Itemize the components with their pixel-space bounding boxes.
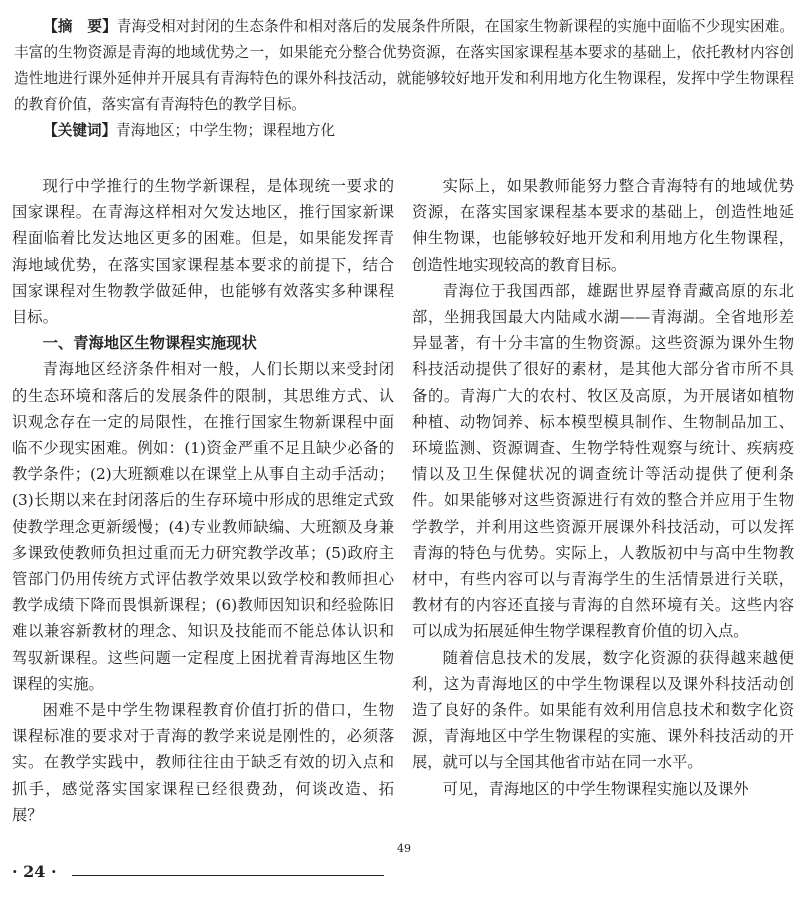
page-footer (12, 862, 392, 886)
left-column (12, 173, 394, 828)
right-paragraph-3: 随着信息技术的发展，数字化资源的获得越来越便利，这为青海地区的中学生物课程以及课外科技活动创造了良好的条件。如果能有效利用信息技术和数字化资源，青海地区中学生物课程的实施、课外科技活动的开展，就可以与全国其他省市站在同一水平。 (412, 648, 794, 772)
page-number: · 24 · (12, 862, 57, 881)
section-heading: 一、青海地区生物课程实施现状 (42, 334, 257, 353)
right-paragraph-2: 青海位于我国西部，雄踞世界屋脊青藏高原的东北部，坐拥我国最大内陆咸水湖——青海湖。全省地形差异显著，有十分丰富的生物资源。这些资源为课外生物科技活动提供了很好的素材，是其他大部分省市所不具备的。青海广大的农村、牧区及高原，为开展诸如植物种植、动物饲养、标本模型模具制作、生物制品加工、环境监测、资源调查、生物学特性观察与统计、疾病疫情以及卫生保健状况的调查统计等活动提供了便利条件。如果能够对这些资源进行有效的整合并应用于生物学教学，并利用这些资源开展课外科技活动，可以发挥青海的特色与优势。实际上，人教版初中与高中生物教材中，有些内容可以与青海学生的生活情景进行关联，教材有的内容还直接与青海的自然环境有关。这些内容可以成为拓展延伸生物学课程教育价值的切入点。 (412, 281, 794, 641)
abstract-text: 青海受相对封闭的生态条件和相对落后的发展条件所限，在国家生物新课程的实施中面临不少现实困难。丰富的生物资源是青海的地域优势之一，如果能充分整合优势资源，在落实国家课程基本要求的基础上，依托教材内容创造性地进行课外延伸并开展具有青海特色的课外科技活动，就能够较好地开发和利用地方化生物课程，发挥中学生物课程的教育价值，落实富有青海特色的教学目标。 (14, 18, 794, 113)
keywords-text: 青海地区；中学生物；课程地方化 (116, 122, 336, 139)
left-paragraph-3: 困难不是中学生物课程教育价值打折的借口，生物课程标准的要求对于青海的教学来说是刚性的，必须落实。在教学实践中，教师往往由于缺乏有效的切入点和抓手，感觉落实国家课程已经很费劲，何谈改造、拓展？ (12, 701, 394, 824)
abstract (14, 14, 794, 118)
footer-rule (72, 875, 384, 876)
right-paragraph-1: 实际上，如果教师能努力整合青海特有的地域优势资源，在落实国家课程基本要求的基础上，创造性地延伸生物课，也能够较好地开发和利用地方化生物课程，创造性地实现较高的教育目标。 (412, 177, 794, 274)
left-paragraph-2: 青海地区经济条件相对一般，人们长期以来受封闭的生态环境和落后的发展条件的限制，其思维方式、认识观念存在一定的局限性，在推行国家生物新课程中面临不少现实困难。例如：(1)资金严重不足且缺少必备的教学条件；(2)大班额难以在课堂上从事自主动手活动；(3)长期以来在封闭落后的生存环境中形成的思维定式致使教学理念更新缓慢；(4)专业教师缺编、大班额及身兼多课致使教师负担过重而无力研究教学改革；(5)政府主管部门仍用传统方式评估教学效果以致学校和教师担心教学成绩下降而畏惧新课程；(6)教师因知识和经验陈旧难以兼容新教材的理念、知识及技能而不能总体认识和驾驭新课程。这些问题一定程度上困扰着青海地区生物课程的实施。 (12, 360, 394, 693)
right-column (412, 173, 794, 802)
keywords-label: 【关键词】 (43, 122, 117, 139)
left-paragraph-1: 现行中学推行的生物学新课程，是体现统一要求的国家课程。在青海这样相对欠发达地区，推行国家新课程面临着比发达地区更多的困难。但是，如果能发挥青海地域优势，在落实国家课程基本要求的前提下，结合国家课程对生物教学做延伸，也能够有效落实多种课程目标。 (12, 177, 394, 327)
right-paragraph-4: 可见，青海地区的中学生物课程实施以及课外 (442, 779, 749, 798)
center-page-mark: 49 (397, 842, 411, 855)
abstract-label: 【摘 要】 (43, 18, 117, 35)
keywords (14, 118, 794, 144)
